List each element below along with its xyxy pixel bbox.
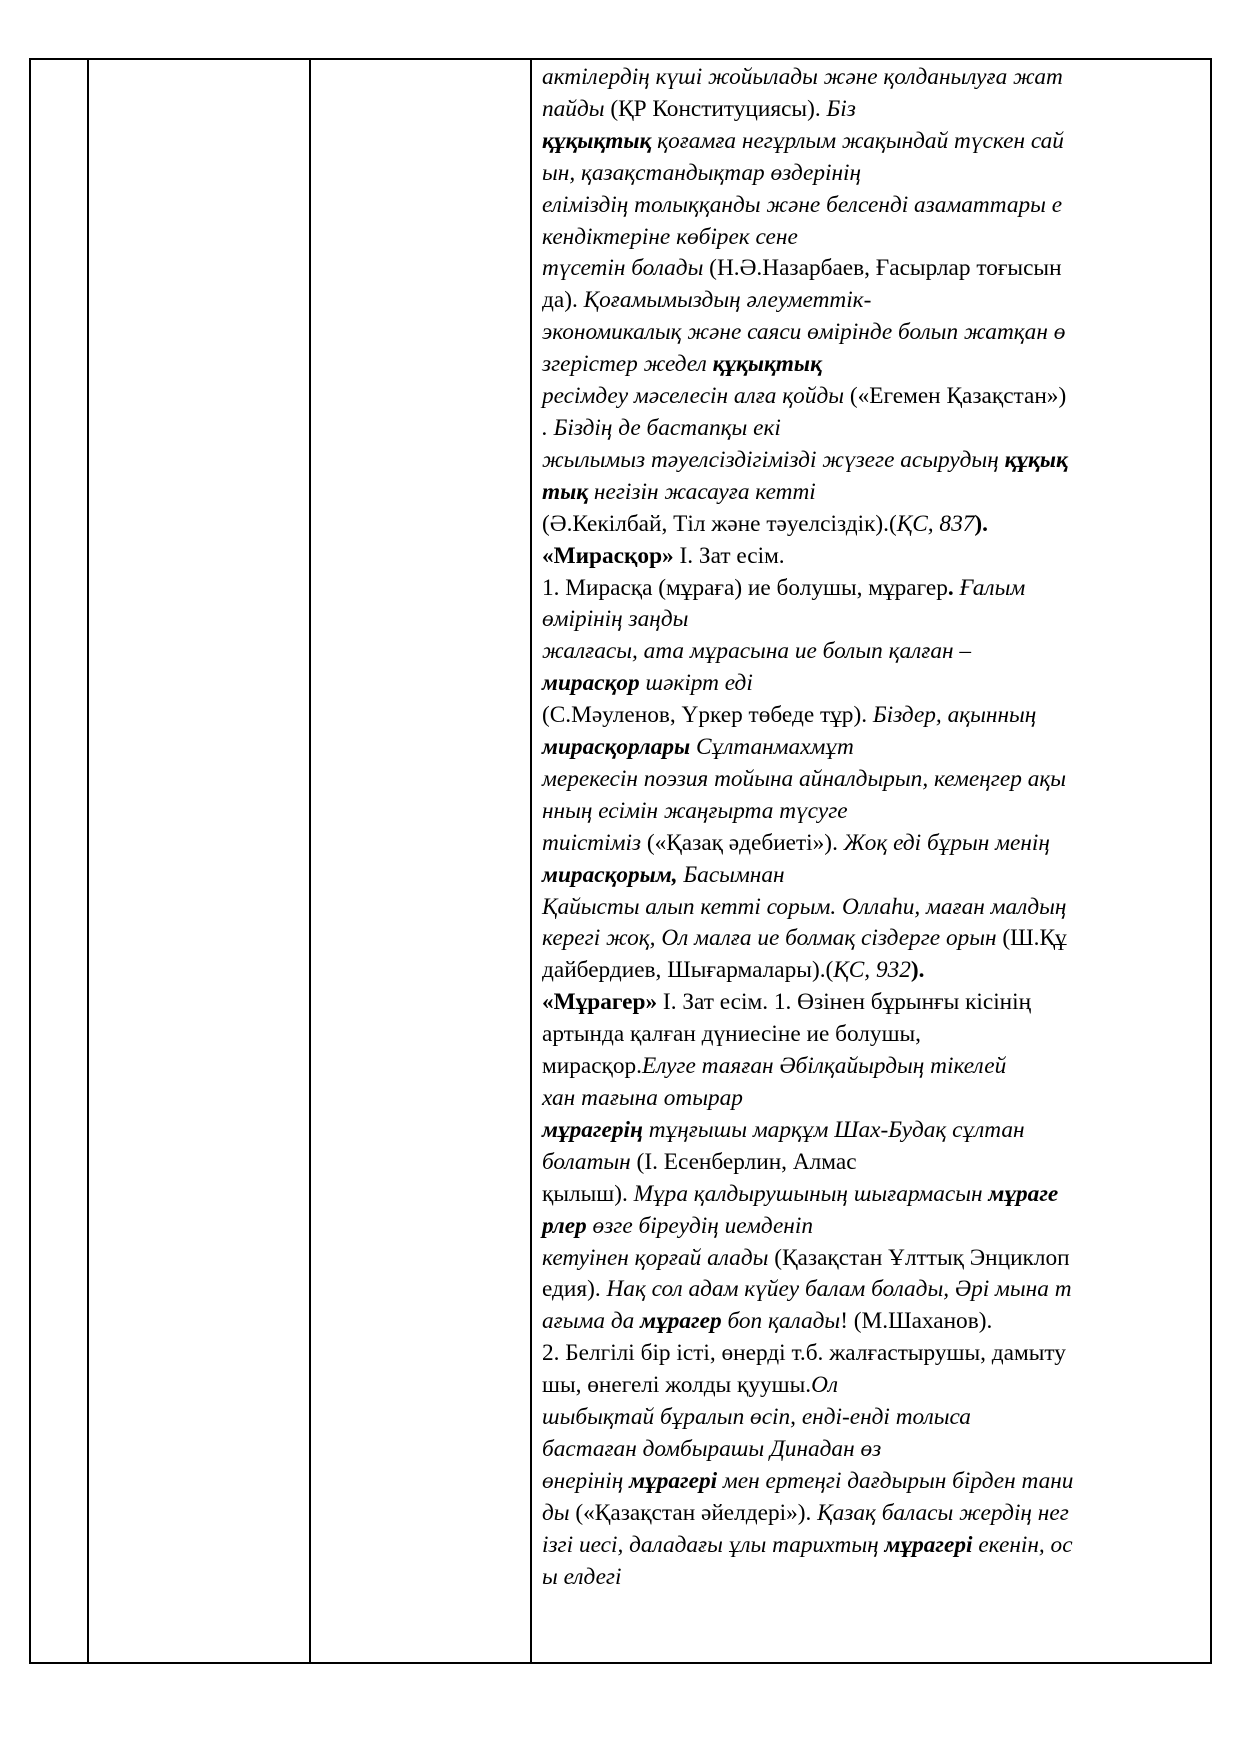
text-segment: тық (542, 478, 589, 505)
text-line (542, 413, 1202, 445)
text-segment: (Н.Ә.Назарбаев, Ғасырлар тоғысын (703, 255, 1062, 282)
text-line (542, 700, 1202, 732)
text-line (542, 285, 1202, 317)
text-segment: ды (542, 1499, 570, 1526)
text-segment: (Ш.Құ (996, 925, 1067, 952)
text-segment: мирасқор (542, 670, 640, 697)
text-segment: болатын (542, 1148, 631, 1175)
text-line (542, 860, 1202, 892)
text-line (542, 796, 1202, 828)
text-segment: шы, өнегелі жолды қуушы. (542, 1372, 812, 1399)
text-segment: экономикалық және саяси өмірінде болып жатқан ө (542, 319, 1066, 346)
text-segment: кендіктеріне көбірек сене (542, 223, 798, 250)
text-segment: (Қазақстан Ұлттық Энциклоп (768, 1244, 1070, 1271)
text-segment: кетуінен қорғай алады (542, 1244, 769, 1271)
text-line (542, 381, 1202, 413)
text-line (542, 828, 1202, 860)
text-segment: . Біздің де бастапқы екі (542, 414, 781, 441)
text-segment: жалғасы, ата мұрасына ие болып қалған – (542, 638, 972, 665)
text-segment: ағыма да (542, 1308, 641, 1335)
text-segment: («Қазақстан әйелдері»). (569, 1499, 818, 1526)
text-segment: мерекесін поэзия тойына айналдырып, кемеңгер ақы (542, 765, 1067, 792)
text-line (542, 1370, 1202, 1402)
text-segment: мұрагерің (542, 1116, 643, 1143)
text-segment: қылыш). (542, 1180, 634, 1207)
text-line (542, 1179, 1202, 1211)
text-segment: мирасқор. (542, 1053, 642, 1080)
table-cell-text (531, 59, 1211, 1663)
text-segment: рлер (542, 1212, 587, 1239)
text-line (542, 1051, 1202, 1083)
text-segment: (Ә.Кекілбай, Тіл және тәуелсіздік).( (542, 510, 897, 537)
text-segment: құқықтық (542, 127, 652, 154)
text-segment: Мұра қалдырушының шығармасын (633, 1180, 989, 1207)
text-line (542, 668, 1202, 700)
text-segment: дайбердиев, Шығармалары).( (542, 957, 834, 984)
text-line (542, 541, 1202, 573)
text-segment: (І. Есенберлин, Алмас (630, 1148, 857, 1175)
text-segment: мирасқорым, (542, 861, 678, 888)
text-line (542, 892, 1202, 924)
text-line (542, 62, 1202, 94)
text-segment: тиістіміз (542, 829, 642, 856)
text-segment: 2. Белгілі бір істі, өнерді т.б. жалғастырушы, дамыту (542, 1340, 1066, 1367)
text-segment: . (947, 574, 960, 601)
text-segment: мұрагері (884, 1531, 973, 1558)
text-line (542, 94, 1202, 126)
text-segment: жылымыз тәуелсіздігімізді жүзеге асырудың (542, 446, 1005, 473)
text-line (542, 1402, 1202, 1434)
text-segment: боп қалады (721, 1308, 841, 1335)
text-line (542, 1243, 1202, 1275)
text-segment: өнерінің (542, 1467, 630, 1494)
text-segment: Басымнан (677, 861, 785, 888)
text-line (542, 222, 1202, 254)
text-line (542, 955, 1202, 987)
text-segment: Елуге таяған Әбілқайырдың тікелей (641, 1053, 1007, 1080)
text-segment: бастаған домбырашы Динадан өз (542, 1435, 882, 1462)
text-line (542, 349, 1202, 381)
text-line (542, 477, 1202, 509)
text-segment: Қоғамымыздың әлеуметтік- (583, 287, 872, 314)
text-segment: ын, қазақстандықтар өздерінің (542, 159, 862, 186)
text-segment: Жоқ еді бұрын менің (843, 829, 1050, 856)
text-segment: ). (974, 510, 988, 537)
text-segment: ). (910, 957, 925, 984)
text-line (542, 604, 1202, 636)
text-line (542, 764, 1202, 796)
text-line (542, 573, 1202, 605)
text-line (542, 317, 1202, 349)
text-segment: тұңғышы марқұм Шах-Будақ сұлтан (642, 1116, 1025, 1143)
text-line (542, 1466, 1202, 1498)
dictionary-entry-text (542, 62, 1202, 1594)
table-cell-col2 (88, 59, 310, 1663)
text-segment: згерістер жедел (542, 351, 713, 378)
text-segment: (ҚР Конституциясы). (604, 95, 827, 122)
text-segment: едия). (542, 1276, 607, 1303)
text-segment: Нақ сол адам күйеу балам болады, Әрі мына т (606, 1276, 1072, 1303)
text-line (542, 987, 1202, 1019)
text-line (542, 732, 1202, 764)
text-line (542, 1147, 1202, 1179)
text-segment: мұрагер (640, 1308, 722, 1335)
text-segment: шыбықтай бұралып өсіп, енді-енді толыса (542, 1404, 971, 1431)
text-segment: 1. Мирасқа (мұраға) ие болушы, мұрагер (542, 574, 948, 601)
text-segment: да). (542, 287, 584, 314)
text-segment: құқық (1004, 446, 1068, 473)
text-line (542, 1274, 1202, 1306)
text-segment: артында қалған дүниесіне ие болушы, (542, 1021, 921, 1048)
text-line (542, 1211, 1202, 1243)
text-line (542, 126, 1202, 158)
text-segment: ! (М.Шаханов). (840, 1308, 993, 1335)
text-line (542, 1434, 1202, 1466)
text-segment: Сұлтанмахмұт (690, 734, 854, 761)
text-segment: I. Зат есім. (673, 542, 785, 569)
text-segment: («Егемен Қазақстан») (844, 383, 1067, 410)
text-segment: ы елдегі (542, 1563, 622, 1590)
text-segment: ҚС, 837 (896, 510, 975, 537)
text-segment: ізгі иесі, даладағы ұлы тарихтың (542, 1531, 885, 1558)
text-segment: ҚС, 932 (833, 957, 911, 984)
text-segment: екенін, ос (972, 1531, 1073, 1558)
text-segment: өмірінің заңды (542, 606, 689, 633)
text-line (542, 1338, 1202, 1370)
text-segment: еліміздің толыққанды және белсенді азаматтары е (542, 191, 1063, 218)
text-segment: пайды (542, 95, 605, 122)
text-segment: («Қазақ әдебиеті»). (641, 829, 844, 856)
text-segment: Қайысты алып кетті сорым. Оллаһи, маған малдың (542, 893, 1067, 920)
text-line (542, 253, 1202, 285)
text-segment: мұраге (988, 1180, 1059, 1207)
text-line (542, 1306, 1202, 1338)
text-segment: қоғамға негұрлым жақындай түскен сай (651, 127, 1064, 154)
text-line (542, 1498, 1202, 1530)
text-segment: өзге біреудің иемденіп (586, 1212, 813, 1239)
text-segment: шәкірт еді (639, 670, 753, 697)
text-segment: мен ертеңгі дағдырын бірден тани (717, 1467, 1074, 1494)
text-segment: Біз (826, 95, 856, 122)
text-segment: «Мирасқор» (542, 542, 674, 569)
text-segment: құқықтық (712, 351, 822, 378)
text-segment: нның есімін жаңғырта түсуге (542, 797, 848, 824)
table-cell-col3 (310, 59, 531, 1663)
text-segment: (С.Мәуленов, Үркер төбеде тұр). (542, 702, 873, 729)
text-segment: керегі жоқ, Ол малға ие болмақ сіздерге орын (542, 925, 997, 952)
text-segment: Қазақ баласы жердің нег (817, 1499, 1069, 1526)
table-cell-col1 (30, 59, 88, 1663)
text-line (542, 190, 1202, 222)
text-line (542, 1115, 1202, 1147)
text-segment: актілердің күші жойылады және қолданылуға жат (542, 64, 1063, 90)
text-line (542, 158, 1202, 190)
text-segment: Ол (811, 1372, 839, 1399)
text-segment: Біздер, ақынның (872, 702, 1037, 729)
text-line (542, 1019, 1202, 1051)
text-line (542, 445, 1202, 477)
text-line (542, 923, 1202, 955)
page-table (29, 58, 1212, 1664)
text-line (542, 509, 1202, 541)
text-line (542, 1083, 1202, 1115)
text-segment: хан тағына отырар (542, 1085, 743, 1111)
text-segment: түсетін болады (542, 255, 704, 282)
text-segment: мирасқорлары (542, 734, 691, 761)
text-segment: Ғалым (959, 574, 1026, 601)
text-line (542, 636, 1202, 668)
text-segment: «Мұрагер» (542, 989, 658, 1016)
text-line (542, 1562, 1202, 1594)
text-segment: мұрагері (629, 1467, 718, 1494)
text-segment: I. Зат есім. 1. Өзінен бұрынғы кісінің (657, 989, 1032, 1016)
text-segment: ресімдеу мәселесін алға қойды (542, 383, 845, 410)
text-line (542, 1530, 1202, 1562)
text-segment: негізін жасауға кетті (588, 478, 816, 505)
